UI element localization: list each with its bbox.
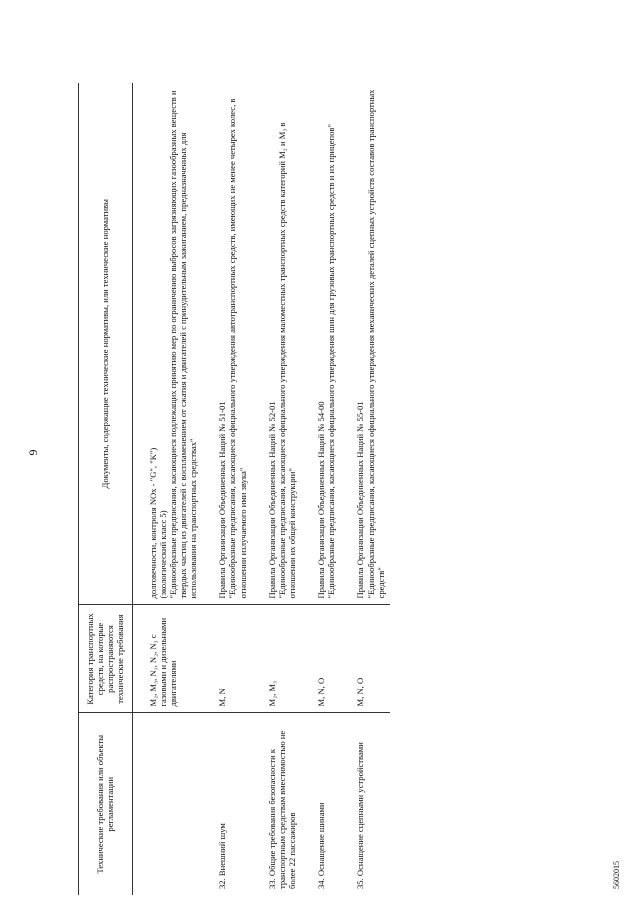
doc-line: "Единообразные предписания, касающиеся официального утверждения маломестных транспортных средств категорий M₂ и M₃ в отношении их общей конструкции" [276, 122, 297, 599]
row-documents [215, 83, 251, 605]
row-category: M₂, M₃, N₁, N₂, N₃ с газовыми и дизельными двигателями [146, 605, 203, 713]
table-header-row [79, 83, 133, 895]
doc-line: "Единообразные предписания, касающиеся официального утверждения автотранспортных средств, имеющих не менее четырех колес, в отношении излучаемого ими звука" [227, 98, 248, 599]
table-row [146, 83, 203, 895]
row-category: M, N, O [314, 605, 340, 713]
header-requirement: Технические требования или объекты регламентации [79, 713, 133, 895]
row-documents [265, 83, 301, 605]
doc-line: "Единообразные предписания, касающиеся официального утверждения механических деталей сцепных устройств составов транспортных средств" [365, 89, 386, 599]
row-requirement: 34. Оснащение шинами [316, 802, 327, 889]
page-number: 9 [26, 449, 40, 456]
row-documents [314, 83, 340, 605]
document-code: 5602015 [612, 861, 621, 889]
doc-line: Правила Организации Объединенных Наций № 54-00 [316, 401, 327, 599]
header-category: Категория транспортных средств, на которые распространяются технические требования [79, 605, 133, 713]
doc-line: (экологический класс 5) [157, 510, 168, 599]
doc-line: Правила Организации Объединенных Наций № 55-01 [355, 401, 366, 599]
row-requirement [146, 713, 203, 895]
doc-line: "Единообразные предписания, касающиеся подлежащих принятию мер по ограничению выбросов загрязняющих газообразных веществ и твердых частиц из двигателей с воспламенением от сжатия и двигателей с принудительным зажиганием, предназначенных для использования на транспортных средствах" [167, 90, 199, 599]
doc-line: Правила Организации Объединенных Наций № 51-01 [217, 401, 228, 599]
row-requirement: 35. Оснащение сцепными устройствами [355, 742, 366, 889]
doc-line: Правила Организации Объединенных Наций № 52-01 [266, 401, 277, 599]
doc-line: долговечности, контроля NOx - "G", "K") [147, 447, 158, 599]
row-category: M, N, O [353, 605, 389, 713]
table-row [215, 83, 251, 895]
row-category: M₂, M₃ [265, 605, 301, 713]
doc-line: "Единообразные предписания, касающиеся официального утверждения шин для грузовых транспортных средств и их прицепов" [326, 124, 337, 599]
header-documents: Документы, содержащие технические нормативы, или технические нормативы [79, 83, 133, 605]
regulation-table [78, 83, 390, 895]
row-category: M, N [215, 605, 251, 713]
table-row [265, 83, 301, 895]
row-documents [353, 83, 389, 605]
table-row [353, 83, 389, 895]
table-row [314, 83, 340, 895]
row-documents [146, 83, 203, 605]
table-body [132, 83, 390, 895]
row-requirement: 33. Общие требования безопасности к транспортным средствам вместимостью не более 22 пассажиров [266, 730, 297, 889]
row-requirement: 32. Внешний шум [217, 823, 228, 889]
